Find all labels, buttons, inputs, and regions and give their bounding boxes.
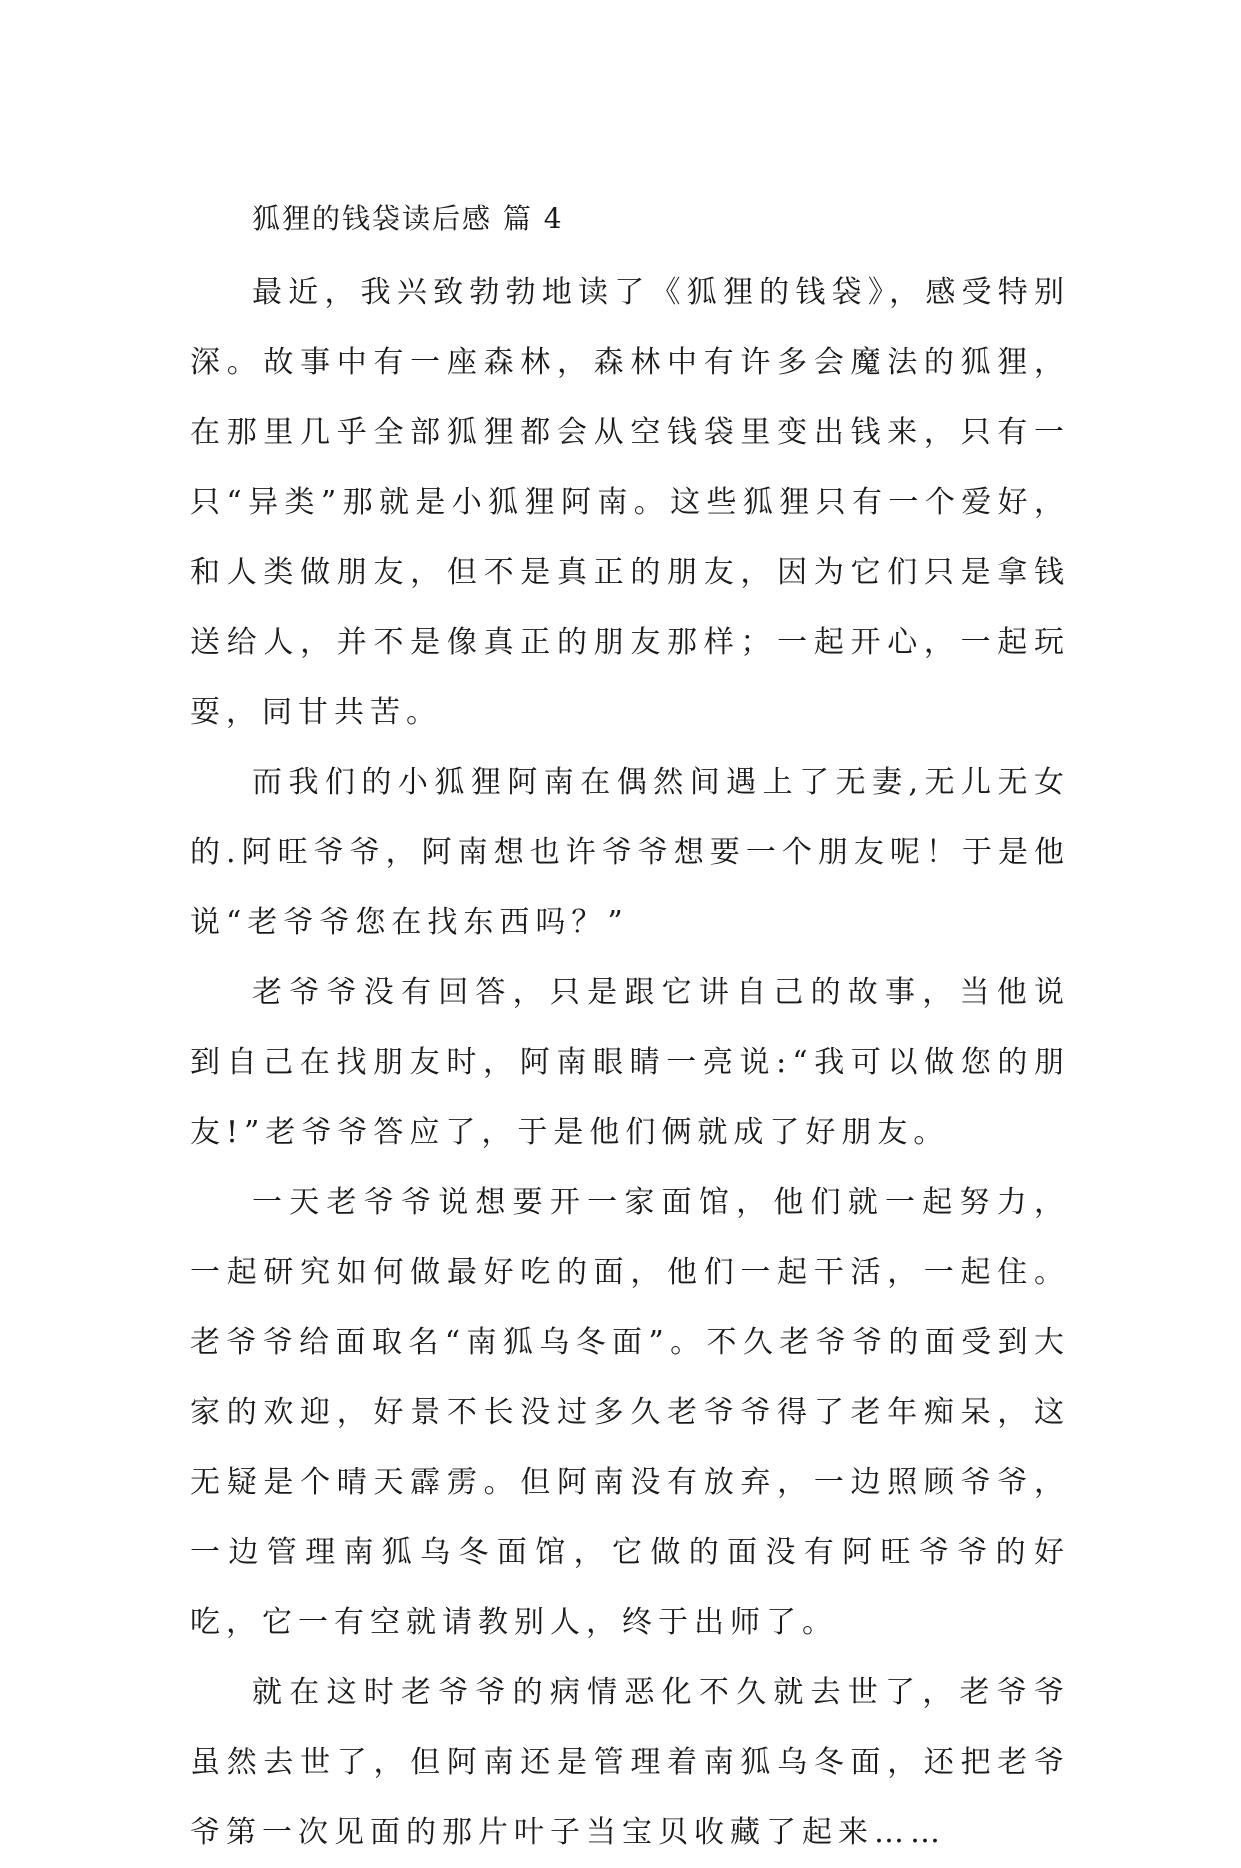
document-body <box>190 184 1070 1868</box>
paragraph-5: 就在这时老爷爷的病情恶化不久就去世了，老爷爷虽然去世了，但阿南还是管理着南狐乌冬面，还把老爷爷第一次见面的那片叶子当宝贝收藏了起来…… <box>190 1675 1070 1850</box>
paragraph-2: 而我们的小狐狸阿南在偶然间遇上了无妻,无儿无女的.阿旺爷爷，阿南想也许爷爷想要一个朋友呢！于是他说“老爷爷您在找东西吗？” <box>190 765 1070 940</box>
paragraph-1: 最近，我兴致勃勃地读了《狐狸的钱袋》，感受特别深。故事中有一座森林，森林中有许多会魔法的狐狸，在那里几乎全部狐狸都会从空钱袋里变出钱来，只有一只“异类”那就是小狐狸阿南。这些狐狸只有一个爱好，和人类做朋友，但不是真正的朋友，因为它们只是拿钱送给人，并不是像真正的朋友那样；一起开心，一起玩耍，同甘共苦。 <box>190 275 1070 730</box>
document-title: 狐狸的钱袋读后感 篇 4 <box>252 202 564 235</box>
paragraph-4: 一天老爷爷说想要开一家面馆，他们就一起努力，一起研究如何做最好吃的面，他们一起干活，一起住。老爷爷给面取名“南狐乌冬面”。不久老爷爷的面受到大家的欢迎，好景不长没过多久老爷爷得了老年痴呆，这无疑是个晴天霹雳。但阿南没有放弃，一边照顾爷爷，一边管理南狐乌冬面馆，它做的面没有阿旺爷爷的好吃，它一有空就请教别人，终于出师了。 <box>190 1185 1070 1640</box>
paragraph-3: 老爷爷没有回答，只是跟它讲自己的故事，当他说到自己在找朋友时，阿南眼睛一亮说:“我可以做您的朋友!”老爷爷答应了，于是他们俩就成了好朋友。 <box>190 975 1070 1150</box>
